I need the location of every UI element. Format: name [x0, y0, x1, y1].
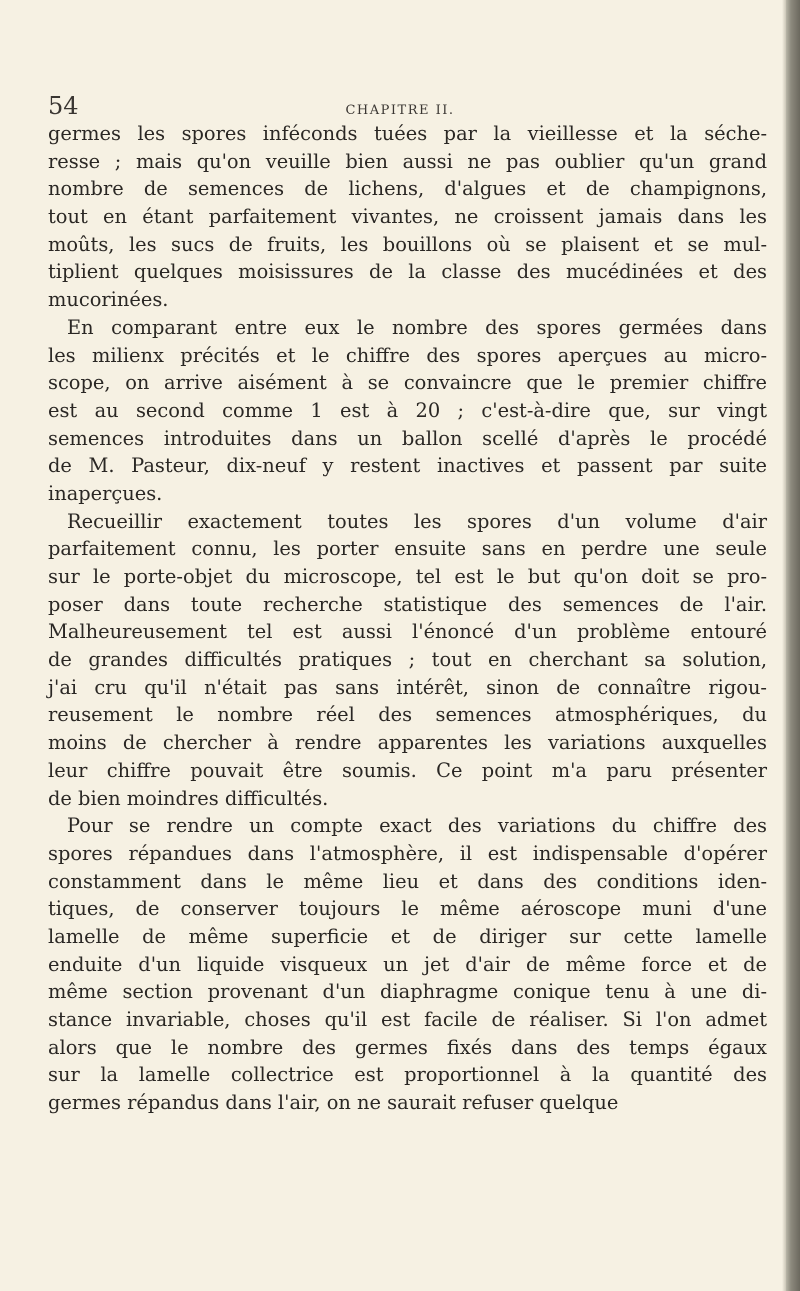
text-line: Recueillir exactement toutes les spores d'un volume d'air — [67, 509, 767, 533]
page-edge — [786, 0, 800, 1291]
running-head: CHAPITRE II. — [345, 103, 455, 118]
page-number: 54 — [48, 92, 79, 120]
text-line: nombre de semences de lichens, d'algues et de champignons, — [48, 177, 767, 201]
text-line: resse ; mais qu'on veuille bien aussi ne pas oublier qu'un grand — [48, 149, 767, 173]
text-line: alors que le nombre des germes fixés dans des temps égaux — [48, 1035, 767, 1059]
text-line: scope, on arrive aisément à se convaincre que le premier chiffre — [48, 371, 767, 395]
text-line: semences introduites dans un ballon scellé d'après le procédé — [48, 426, 767, 450]
text-line: de bien moindres difficultés. — [48, 786, 329, 810]
body-text — [48, 120, 767, 1117]
text-line: sur la lamelle collectrice est proportionnel à la quantité des — [48, 1063, 767, 1087]
text-line: moûts, les sucs de fruits, les bouillons où se plaisent et se mul- — [48, 232, 767, 256]
text-line: de M. Pasteur, dix-neuf y restent inactives et passent par suite — [48, 454, 767, 478]
text-line: même section provenant d'un diaphragme conique tenu à une di- — [48, 980, 767, 1004]
text-line: mucorinées. — [48, 288, 169, 312]
text-line: parfaitement connu, les porter ensuite sans en perdre une seule — [48, 537, 767, 561]
text-line: En comparant entre eux le nombre des spores germées dans — [67, 315, 767, 339]
text-line: tout en étant parfaitement vivantes, ne croissent jamais dans les — [48, 205, 767, 229]
text-line: constamment dans le même lieu et dans des conditions iden- — [48, 869, 767, 893]
text-line: tiplient quelques moisissures de la classe des mucédinées et des — [48, 260, 767, 284]
text-line: sur le porte-objet du microscope, tel est le but qu'on doit se pro- — [48, 565, 767, 588]
text-line: j'ai cru qu'il n'était pas sans intérêt, sinon de connaître rigou- — [48, 675, 767, 699]
text-line: Malheureusement tel est aussi l'énoncé d'un problème entouré — [48, 620, 767, 644]
text-line: poser dans toute recherche statistique des semences de l'air. — [48, 592, 767, 616]
text-line: les milienx précités et le chiffre des spores aperçues au micro- — [48, 343, 767, 367]
text-line: tiques, de conserver toujours le même aéroscope muni d'une — [48, 897, 767, 921]
text-line: stance invariable, choses qu'il est facile de réaliser. Si l'on admet — [48, 1008, 767, 1031]
text-line: de grandes difficultés pratiques ; tout en cherchant sa solution, — [48, 648, 767, 672]
text-line: leur chiffre pouvait être soumis. Ce point m'a paru présenter — [48, 758, 767, 782]
text-line: moins de chercher à rendre apparentes les variations auxquelles — [48, 731, 767, 755]
text-line: enduite d'un liquide visqueux un jet d'air de même force et de — [48, 952, 767, 976]
text-line: est au second comme 1 est à 20 ; c'est-à-dire que, sur vingt — [48, 398, 767, 422]
text-line: lamelle de même superficie et de diriger sur cette lamelle — [48, 924, 767, 948]
text-line: spores répandues dans l'atmosphère, il est indispensable d'opérer — [48, 841, 767, 865]
text-line: inaperçues. — [48, 481, 163, 505]
text-line: reusement le nombre réel des semences atmosphériques, du — [48, 703, 767, 727]
text-line: germes répandus dans l'air, on ne saurait refuser quelque — [48, 1091, 619, 1115]
text-line: Pour se rendre un compte exact des variations du chiffre des — [67, 814, 767, 838]
text-line: germes les spores inféconds tuées par la vieillesse et la séche- — [48, 122, 767, 145]
